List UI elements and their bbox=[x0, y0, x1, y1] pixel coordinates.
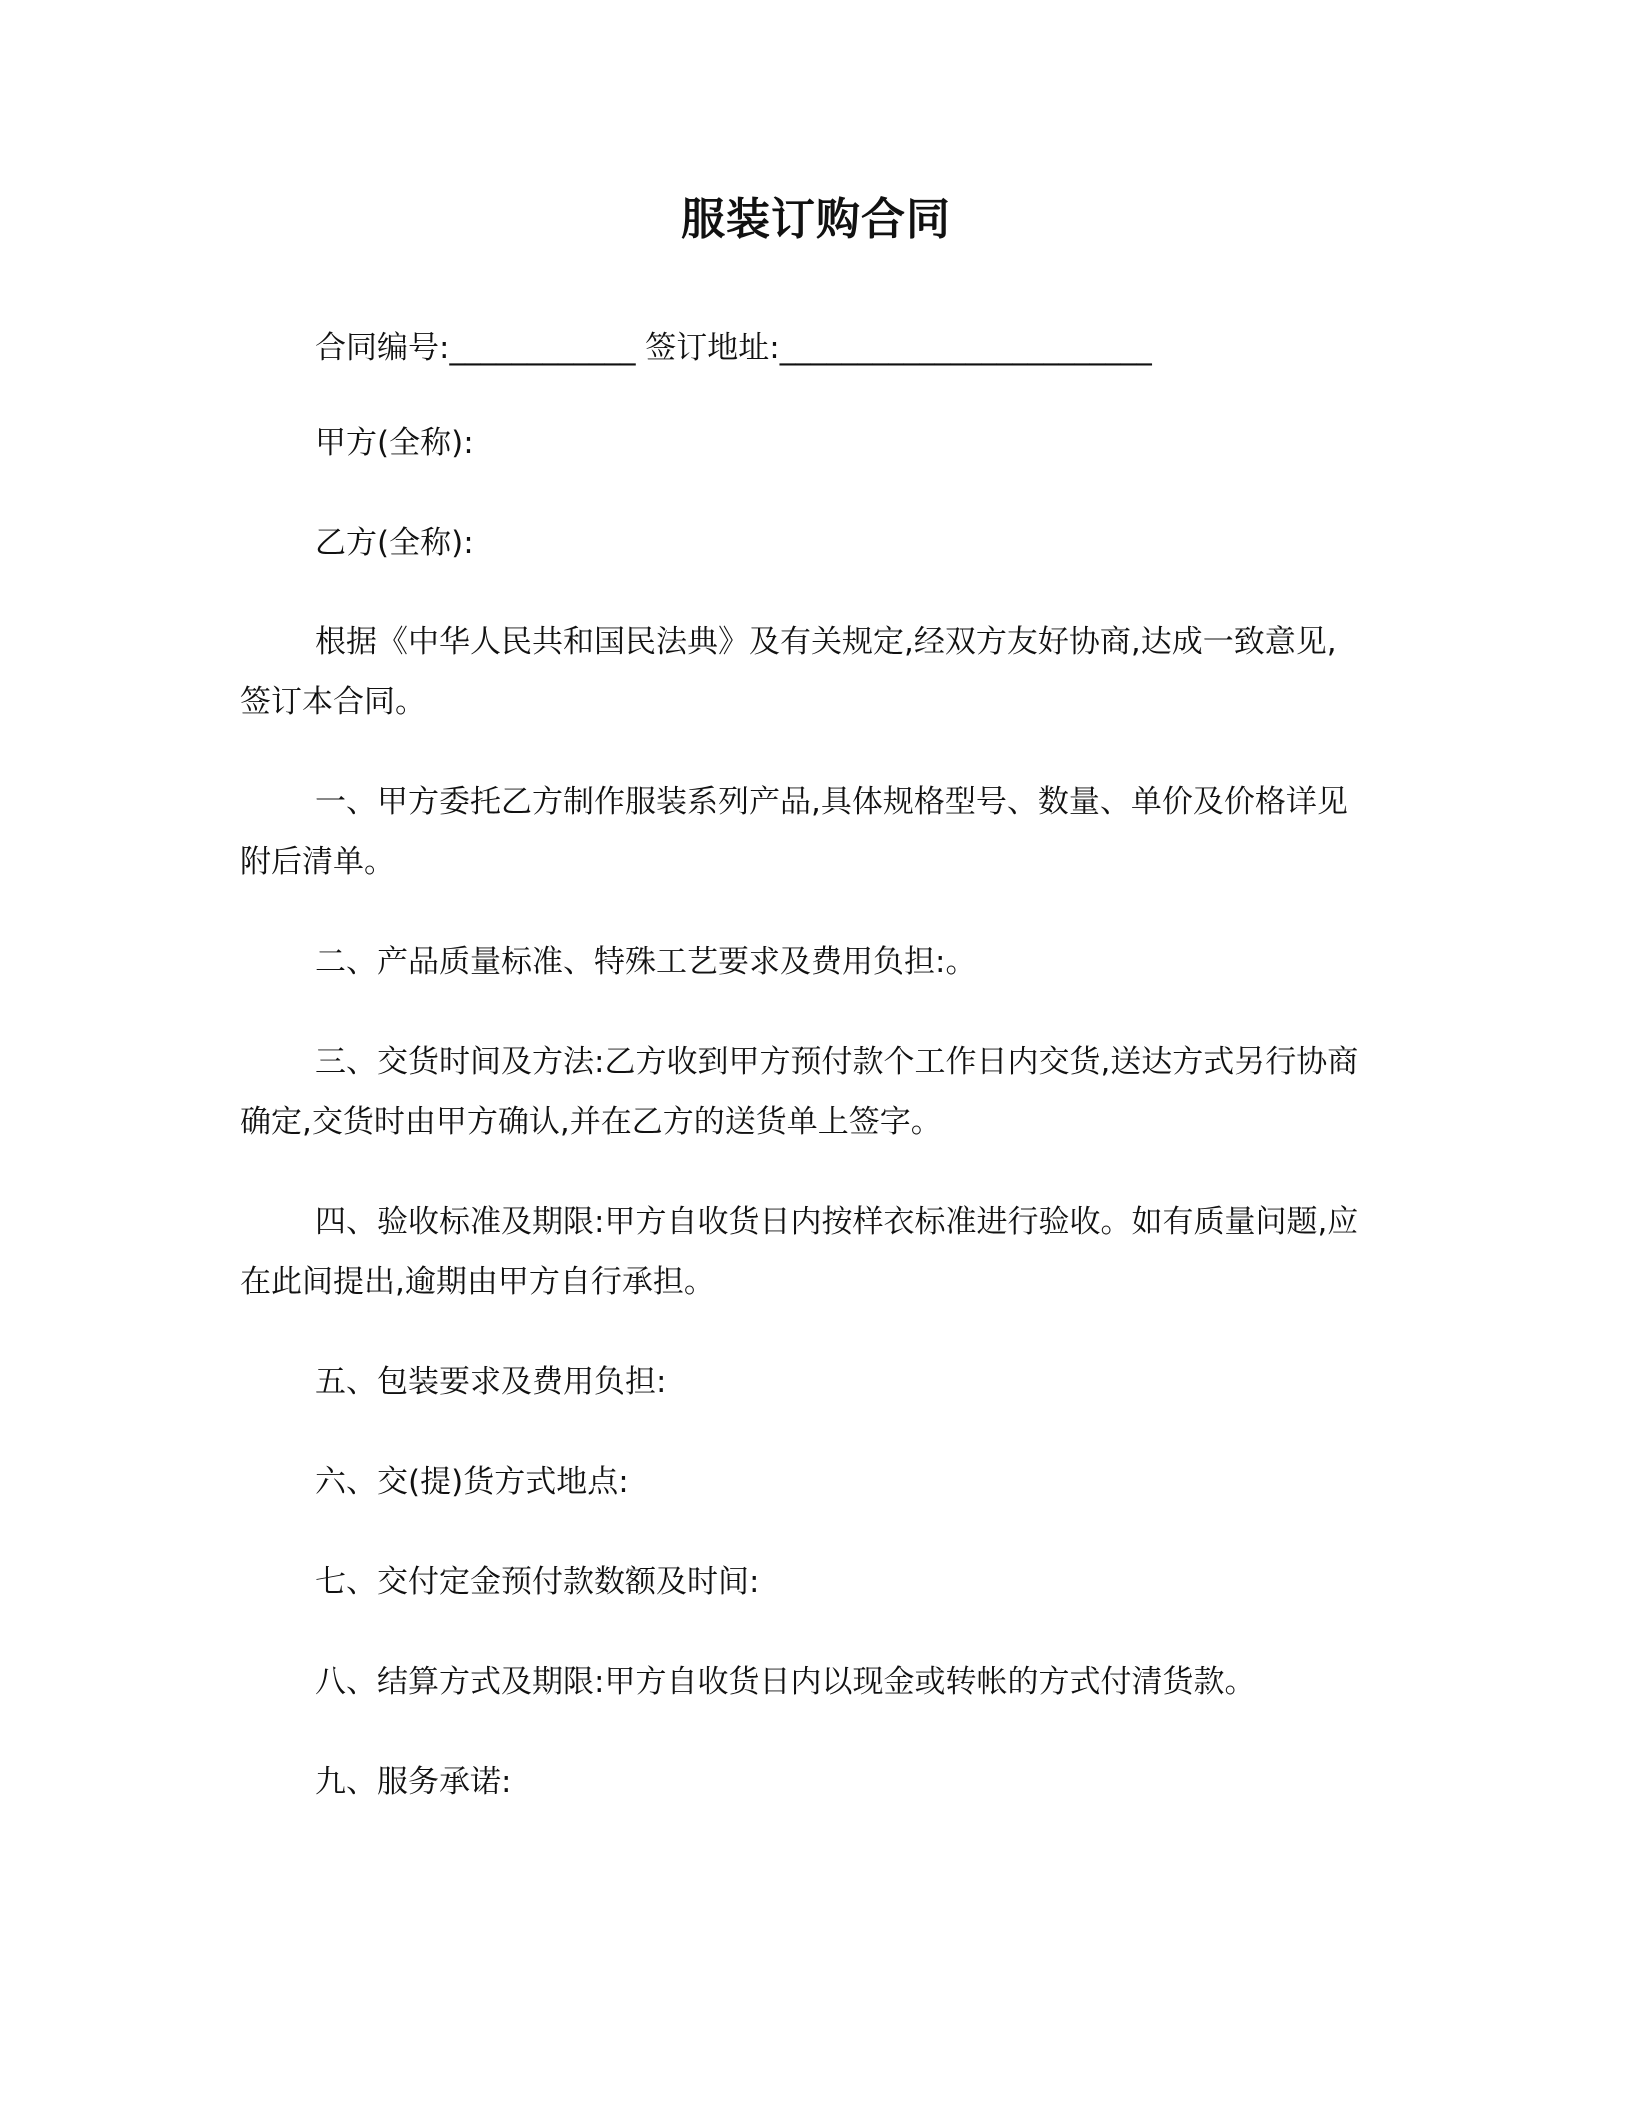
clause-3-line-1: 三、交货时间及方法:乙方收到甲方预付款个工作日内交货,送达方式另行协商 bbox=[315, 1044, 1359, 1080]
contract-number-and-address: 合同编号:____________ 签订地址:________________________ bbox=[315, 330, 1152, 366]
clause-1-line-1: 一、甲方委托乙方制作服装系列产品,具体规格型号、数量、单价及价格详见 bbox=[315, 784, 1348, 820]
clause-6: 六、交(提)货方式地点: bbox=[315, 1464, 629, 1500]
clause-1-line-2: 附后清单。 bbox=[240, 844, 395, 880]
clause-4-line-1: 四、验收标准及期限:甲方自收货日内按样衣标准进行验收。如有质量问题,应 bbox=[315, 1204, 1359, 1240]
clause-5: 五、包装要求及费用负担: bbox=[315, 1364, 667, 1400]
clause-7: 七、交付定金预付款数额及时间: bbox=[315, 1564, 760, 1600]
party-b-label: 乙方(全称): bbox=[315, 525, 474, 561]
clause-4-line-2: 在此间提出,逾期由甲方自行承担。 bbox=[240, 1264, 715, 1300]
preamble-line-2: 签订本合同。 bbox=[240, 684, 426, 720]
preamble-line-1: 根据《中华人民共和国民法典》及有关规定,经双方友好协商,达成一致意见, bbox=[315, 624, 1337, 660]
party-a-label: 甲方(全称): bbox=[315, 425, 474, 461]
clause-8: 八、结算方式及期限:甲方自收货日内以现金或转帐的方式付清货款。 bbox=[315, 1664, 1256, 1700]
document-title: 服装订购合同 bbox=[681, 194, 951, 245]
clause-2: 二、产品质量标准、特殊工艺要求及费用负担:。 bbox=[315, 944, 977, 980]
clause-3-line-2: 确定,交货时由甲方确认,并在乙方的送货单上签字。 bbox=[240, 1104, 942, 1140]
clause-9: 九、服务承诺: bbox=[315, 1764, 512, 1800]
